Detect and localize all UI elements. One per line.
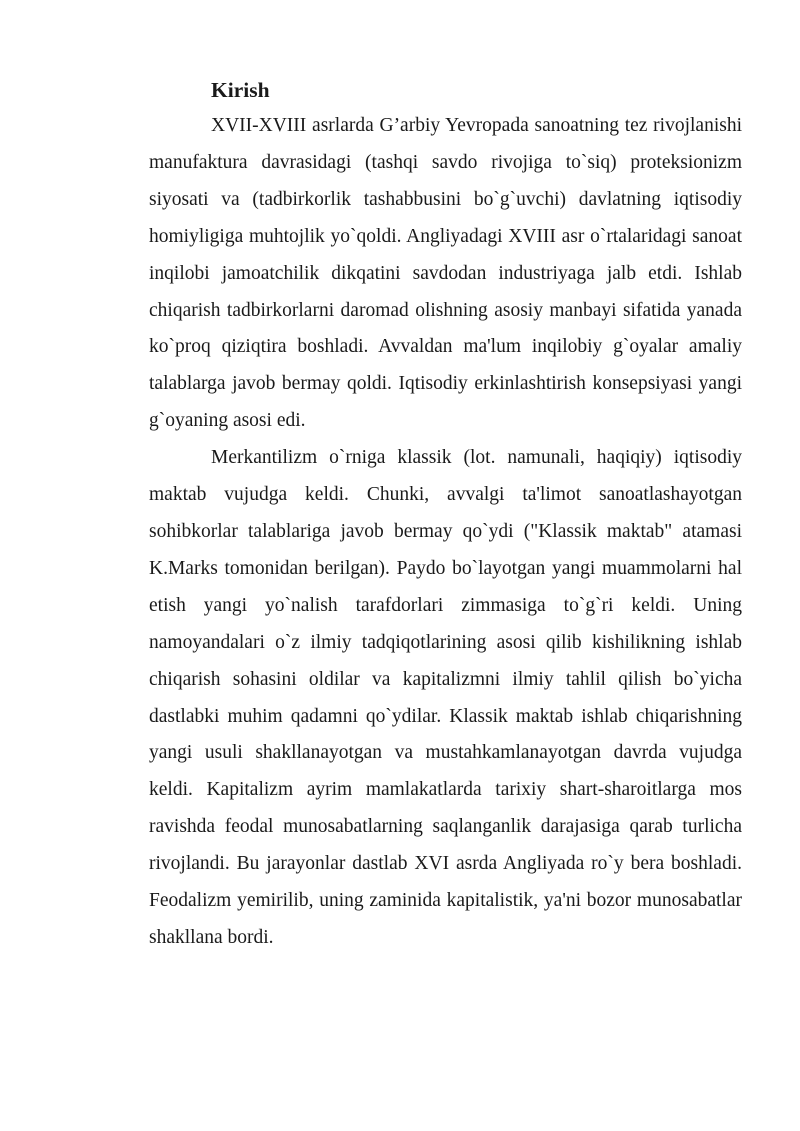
paragraph-2: Merkantilizm o`rniga klassik (lot. namunali, haqiqiy) iqtisodiy maktab vujudga keldi. Chunki, avvalgi ta'limot sanoatlashayotgan sohibkorlar talablariga javob bermay qo`ydi ("Klassik maktab" atamasi K.Marks tomonidan berilgan). Paydo bo`layotgan yangi muammolarni hal etish yangi yo`nalish tarafdorlari zimmasiga to`g`ri keldi. Uning namoyandalari o`z ilmiy tadqiqotlarining asosi qilib kishilikning ishlab chiqarish sohasini oldilar va kapitalizmni ilmiy tahlil qilish bo`yicha dastlabki muhim qadamni qo`ydilar. Klassik maktab ishlab chiqarishning yangi usuli shakllanayotgan va mustahkamlanayotgan davrda vujudga keldi. Kapitalizm ayrim mamlakatlarda tarixiy shart-sharoitlarga mos ravishda feodal munosabatlarning saqlanganlik darajasiga qarab turlicha rivojlandi. Bu jarayonlar dastlab XVI asrda Angliyada ro`y bera boshladi. Feodalizm yemirilib, uning zaminida kapitalistik, ya'ni bozor munosabatlar shakllana bordi. (149, 447, 742, 948)
section-heading: Kirish (211, 78, 270, 102)
paragraph-1: XVII-XVIII asrlarda G’arbiy Yevropada sanoatning tez rivojlanishi manufaktura davrasidagi (tashqi savdo rivojiga to`siq) proteksionizm siyosati va (tadbirkorlik tashabbusini bo`g`uvchi) davlatning iqtisodiy homiyligiga muhtojlik yo`qoldi. Angliyadagi XVIII asr o`rtalaridagi sanoat inqilobi jamoatchilik dikqatini savdodan industriyaga jalb etdi. Ishlab chiqarish tadbirkorlarni daromad olishning asosiy manbayi sifatida yanada ko`proq qiziqtira boshladi. Avvaldan ma'lum inqilobiy g`oyalar amaliy talablarga javob bermay qoldi. Iqtisodiy erkinlashtirish konsepsiyasi yangi g`oyaning asosi edi. (149, 115, 742, 432)
document-body (149, 72, 742, 957)
